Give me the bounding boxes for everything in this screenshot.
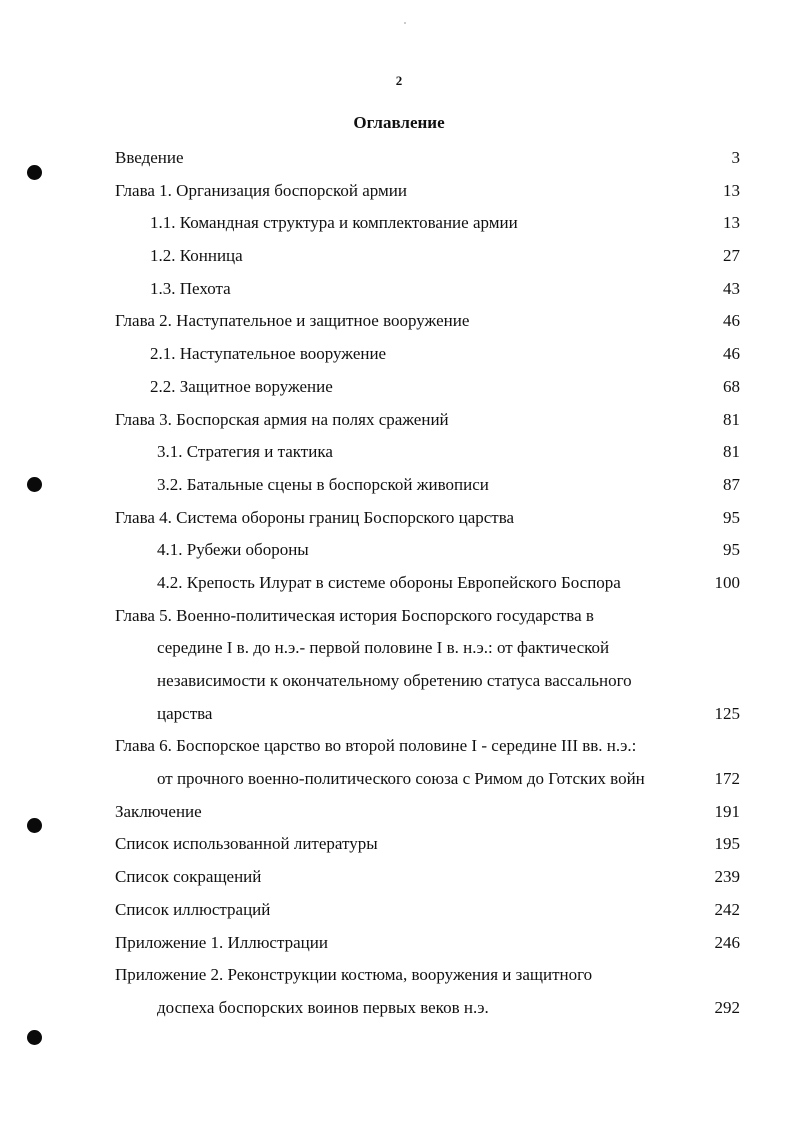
toc-entry-text: доспеха боспорских воинов первых веков н.э. [157,997,489,1017]
toc-entry[interactable] [0,927,798,960]
toc-entry[interactable] [0,207,798,240]
toc-entry[interactable] [0,861,798,894]
toc-entry-text: Глава 1. Организация боспорской армии [115,180,407,200]
toc-entry[interactable] [0,534,798,567]
toc-entry-text: Глава 4. Система обороны границ Боспорского царства [115,507,515,527]
toc-entry-page: 87 [723,474,740,494]
toc-entry-text: Глава 3. Боспорская армия на полях сражений [115,409,449,429]
toc-entry[interactable] [0,305,798,338]
toc-entry[interactable] [0,142,798,175]
toc-entry[interactable] [0,175,798,208]
toc-entry-text: Введение [115,148,184,167]
toc-entry-continuation[interactable] [0,992,798,1025]
toc-entry-text: 4.2. Крепость Илурат в системе обороны Европейского Боспора [157,572,621,592]
toc-entry-page: 246 [714,932,740,952]
toc-entry-page: 43 [723,278,740,298]
toc-entry-text: Список иллюстраций [115,899,271,919]
toc-entry-page: 13 [723,180,740,200]
toc-entry[interactable] [0,502,798,535]
toc-entry-page: 3 [731,148,740,167]
toc-entry-text: Список сокращений [115,867,262,887]
toc-entry[interactable] [0,959,798,992]
toc-entry-page: 195 [714,834,740,854]
page-title: Оглавление [353,113,445,132]
toc-entry[interactable] [0,436,798,469]
toc-entry-text: 3.1. Стратегия и тактика [157,442,333,462]
binder-hole [27,1030,42,1045]
toc-entry[interactable] [0,828,798,861]
toc-entry[interactable] [0,796,798,829]
toc-entry-text: Список использованной литературы [115,834,378,854]
toc-entry-page: 242 [714,899,740,919]
toc-entry-page: 27 [723,246,740,266]
toc-entry-text: независимости к окончательному обретению статуса вассального [157,671,632,690]
toc-entry-page: 125 [714,703,740,723]
toc-entry-text: 4.1. Рубежи обороны [157,540,309,560]
toc-entry[interactable] [0,894,798,927]
toc-entry-text: Глава 5. Военно-политическая история Боспорского государства в [115,605,594,625]
toc-entry-continuation[interactable] [0,665,798,698]
toc-entry-text: 1.1. Командная структура и комплектование армии [150,213,518,233]
toc-entry-page: 13 [723,213,740,233]
toc-entry-text: середине I в. до н.э.- первой половине I в. н.э.: от фактической [157,638,610,658]
toc-entry-page: 81 [723,409,740,429]
toc-entry-text: 1.2. Конница [150,246,243,266]
toc-entry[interactable] [0,600,798,633]
toc-entry-text: 2.2. Защитное воружение [150,376,333,396]
toc-entry-continuation[interactable] [0,698,798,731]
toc-entry-text: Глава 6. Боспорское царство во второй половине I - середине III вв. н.э.: [115,736,637,756]
toc-entry-text: 3.2. Батальные сцены в боспорской живописи [157,474,489,494]
toc-entry-text: Приложение 1. Иллюстрации [115,932,328,952]
toc-entry-page: 46 [723,311,740,331]
toc-entry[interactable] [0,338,798,371]
toc-entry-text: Заключение [115,801,202,821]
toc-entry[interactable] [0,404,798,437]
toc-entry-continuation[interactable] [0,632,798,665]
table-of-contents [0,142,798,1025]
toc-entry-page: 68 [723,376,740,396]
toc-entry-text: Глава 2. Наступательное и защитное вооружение [115,311,470,331]
toc-entry-text: Приложение 2. Реконструкции костюма, вооружения и защитного [115,965,593,985]
toc-entry-text: от прочного военно-политического союза с Римом до Готских войн [157,769,645,789]
toc-entry-page: 239 [714,867,740,887]
toc-entry[interactable] [0,371,798,404]
toc-entry-page: 95 [723,540,740,560]
page-number: 2 [395,73,403,88]
toc-entry[interactable] [0,730,798,763]
toc-entry-page: 172 [714,769,740,789]
toc-entry[interactable] [0,273,798,306]
toc-entry-text: царства [157,703,213,723]
toc-entry-page: 191 [714,801,740,821]
toc-entry[interactable] [0,240,798,273]
toc-entry-page: 81 [723,442,740,462]
toc-entry-page: 100 [714,572,740,592]
toc-entry-continuation[interactable] [0,763,798,796]
scan-speck [404,22,406,24]
toc-entry-page: 95 [723,507,740,527]
toc-entry-text: 1.3. Пехота [150,278,231,298]
toc-entry[interactable] [0,567,798,600]
toc-entry-page: 46 [723,344,740,364]
toc-entry[interactable] [0,469,798,502]
toc-entry-page: 292 [714,997,740,1017]
toc-entry-text: 2.1. Наступательное вооружение [150,344,387,364]
